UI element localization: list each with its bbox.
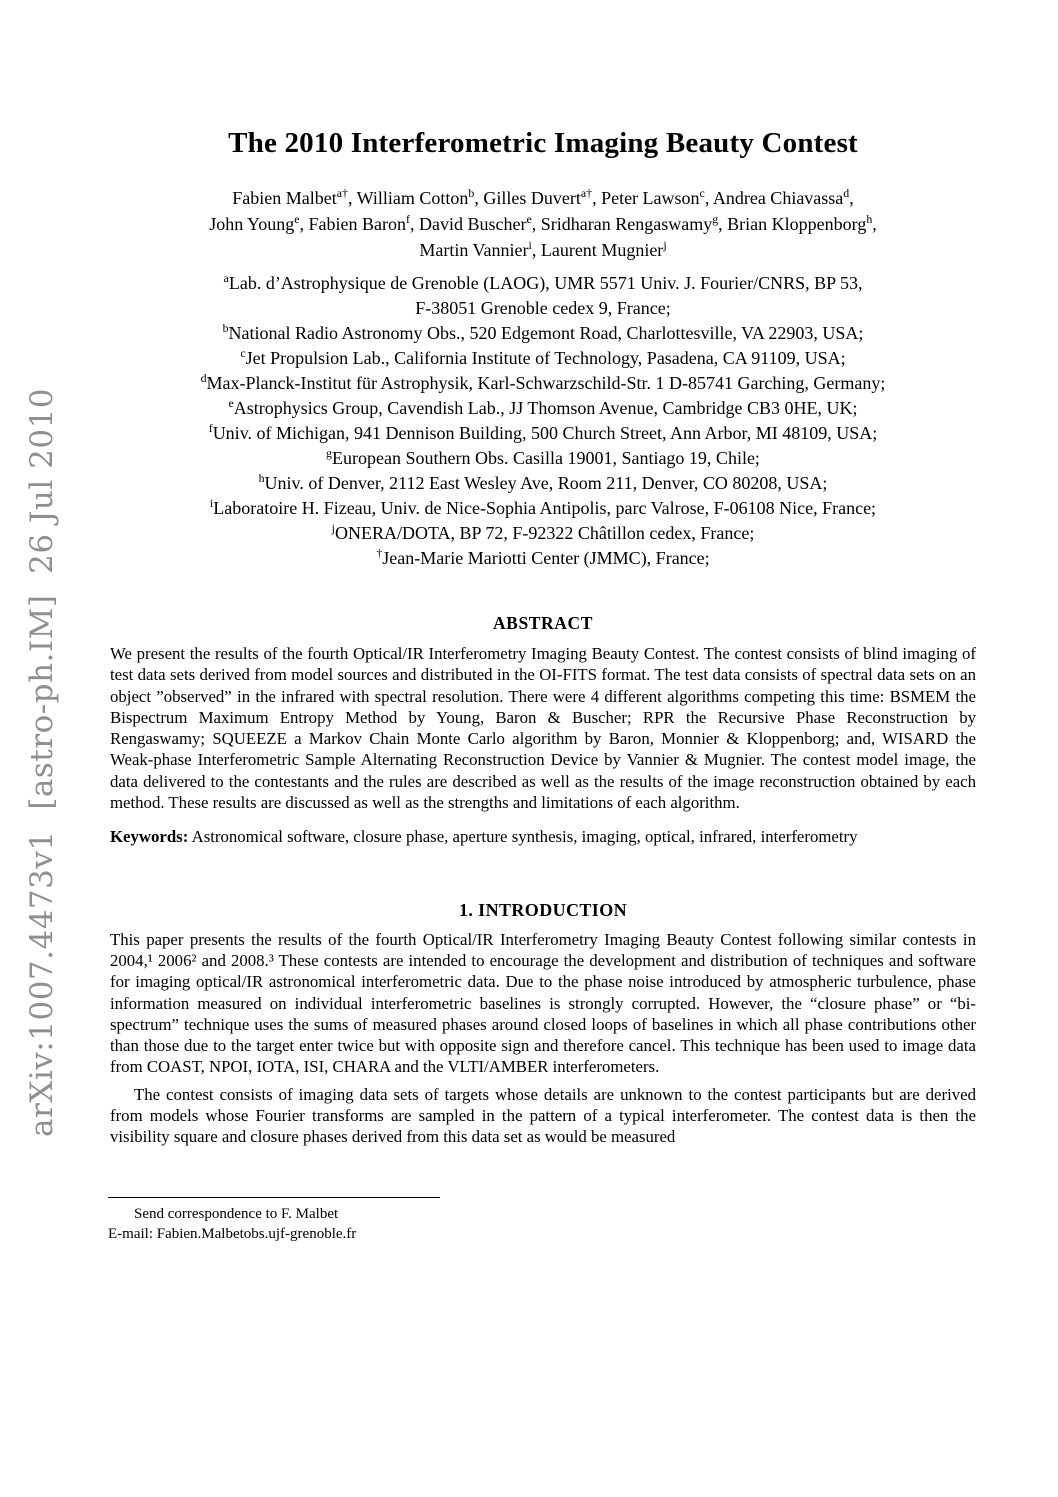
footnote-rule	[108, 1197, 440, 1198]
author-list	[110, 185, 976, 263]
author-line: Martin Vannier$^i$, Laurent Mugnier$^j$	[419, 238, 667, 260]
abstract-text: We present the results of the fourth Optical/IR Interferometry Imaging Beauty Contest. The contest consists of blind imaging of test data sets derived from model sources and distributed in the OI-FITS format. The test data consists of spectral data sets on an object ”observed” in the infrared with spectral resolution. There were 4 different algorithms competing this time: BSMEM the Bispectrum Maximum Entropy Method by Young, Baron & Buscher; RPR the Recursive Phase Reconstruction by Rengaswamy; SQUEEZE a Markov Chain Monte Carlo algorithm by Baron, Monnier & Kloppenborg; and, WISARD the Weak-phase Interferometric Sample Alternating Reconstruction Device by Vannier & Mugnier. The contest model image, the data delivered to the contestants and the rules are described as well as the results of the image reconstruction obtained by each method. These results are discussed as well as the strengths and limitations of each algorithm.	[110, 644, 976, 813]
affiliation-line: $^j$ONERA/DOTA, BP 72, F-92322 Châtillon cedex, France;	[331, 521, 755, 543]
intro-paragraph-2: The contest consists of imaging data sets of targets whose details are unknown to the contest participants but are derived from models whose Fourier transforms are sampled in the pattern of a typical interferometer. The contest data is then the visibility square and closure phases derived from this data set as would be measured	[110, 1084, 976, 1147]
keywords-line	[110, 826, 976, 847]
paper-title: The 2010 Interferometric Imaging Beauty Contest	[228, 127, 858, 159]
affiliation-line: $^d$Max-Planck-Institut für Astrophysik, Karl-Schwarzschild-Str. 1 D-85741 Garching, Germany;	[200, 371, 886, 393]
author-line: Fabien Malbet$^{a\dagger}$, William Cotton$^b$, Gilles Duvert$^{a\dagger}$, Peter Lawson$^c$, Andrea Chiavassa$^d$,	[232, 186, 854, 208]
arxiv-watermark: arXiv:1007.4473v1 [astro-ph.IM] 26 Jul 2010	[24, 387, 60, 1137]
affiliation-line: $^g$European Southern Obs. Casilla 19001, Santiago 19, Chile;	[326, 446, 760, 468]
affiliation-line: $^b$National Radio Astronomy Obs., 520 Edgemont Road, Charlottesville, VA 22903, USA;	[222, 321, 864, 343]
keywords-label: Keywords:	[110, 827, 189, 847]
affiliation-line: $^i$Laboratoire H. Fizeau, Univ. de Nice-Sophia Antipolis, parc Valrose, F-06108 Nice, France;	[209, 496, 877, 518]
abstract-heading: ABSTRACT	[492, 613, 594, 633]
affiliation-list	[110, 271, 976, 571]
correspondence-note: Send correspondence to F. Malbet	[134, 1206, 339, 1222]
section-heading-introduction: 1. INTRODUCTION	[458, 899, 628, 920]
affiliation-line: †Jean-Marie Mariotti Center (JMMC), France;	[376, 546, 710, 568]
email-note: E-mail: Fabien.Malbetobs.ujf-grenoble.fr	[108, 1226, 357, 1242]
intro-paragraph-1: This paper presents the results of the fourth Optical/IR Interferometry Imaging Beauty Contest following similar contests in 2004,¹ 2006² and 2008.³ These contests are intended to encourage the development and distribution of techniques and software for imaging optical/IR astronomical interferometric data. Due to the phase noise introduced by atmospheric turbulence, phase information measured on individual interferometric baselines is strongly corrupted. However, the “closure phase” or “bi-spectrum” technique uses the sums of measured phases around closed loops of baselines in which all phase contributions other than those due to the target enter twice but with opposite sign and therefore cancel. This technique has been used to image data from COAST, NPOI, IOTA, ISI, CHARA and the VLTI/AMBER interferometers.	[110, 929, 976, 1077]
affiliation-line: $^e$Astrophysics Group, Cavendish Lab., JJ Thomson Avenue, Cambridge CB3 0HE, UK;	[228, 396, 858, 418]
footnote-block	[108, 1197, 976, 1244]
affiliation-line: $^a$Lab. d’Astrophysique de Grenoble (LAOG), UMR 5571 Univ. J. Fourier/CNRS, BP 53,	[223, 271, 863, 293]
affiliation-line: $^c$Jet Propulsion Lab., California Institute of Technology, Pasadena, CA 91109, USA;	[240, 346, 846, 368]
author-line: John Young$^e$, Fabien Baron$^f$, David Buscher$^e$, Sridharan Rengaswamy$^g$, Brian Kloppenborg$^h$,	[209, 212, 877, 234]
keywords-text: Astronomical software, closure phase, aperture synthesis, imaging, optical, infrared, interferometry	[188, 827, 858, 847]
affiliation-line: $^h$Univ. of Denver, 2112 East Wesley Ave, Room 211, Denver, CO 80208, USA;	[258, 471, 828, 493]
paper-content	[110, 0, 976, 1148]
affiliation-line: F-38051 Grenoble cedex 9, France;	[415, 298, 671, 318]
affiliation-line: $^f$Univ. of Michigan, 941 Dennison Building, 500 Church Street, Ann Arbor, MI 48109, USA;	[208, 421, 878, 443]
